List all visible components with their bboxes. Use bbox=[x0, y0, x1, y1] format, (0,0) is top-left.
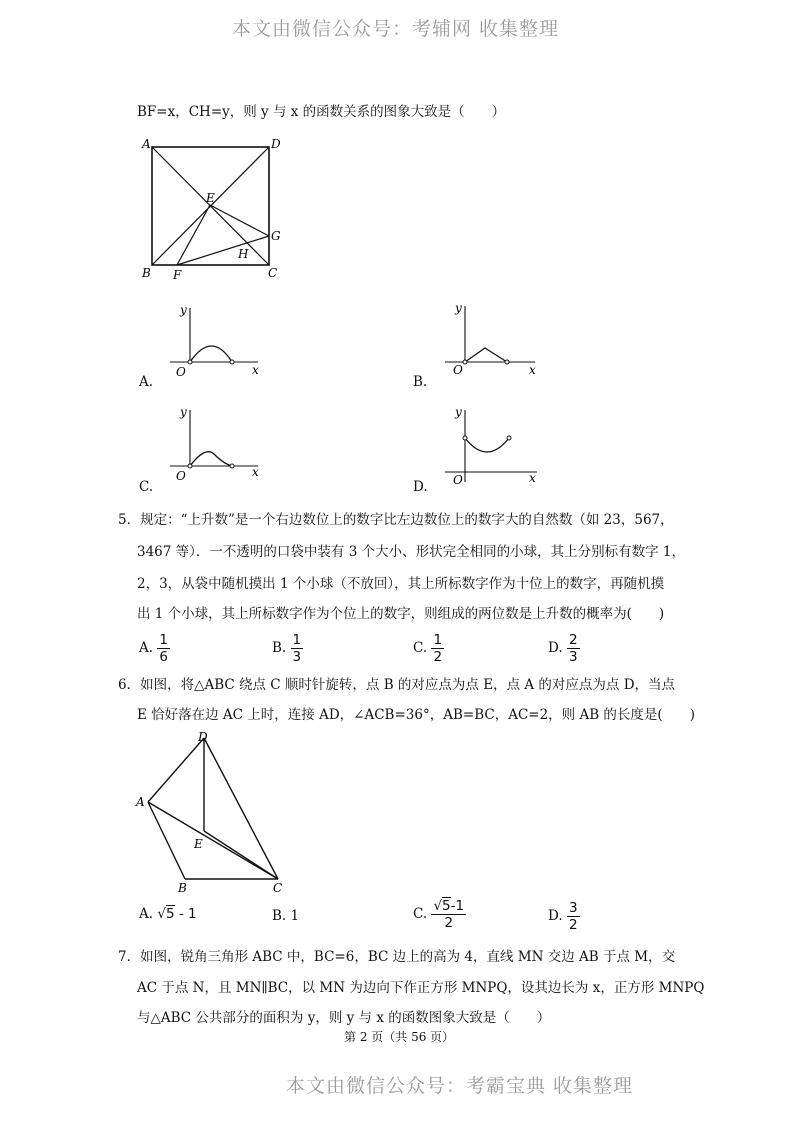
q4-option-c-graph bbox=[170, 402, 270, 484]
svg-text:A: A bbox=[136, 795, 145, 809]
q4-option-d-graph bbox=[445, 402, 545, 486]
q7-line-1: 7．如图，锐角三角形 ABC 中，BC=6，BC 边上的高为 4，直线 MN 交边 AB 于点 M，交 bbox=[118, 949, 676, 965]
label-d: D bbox=[271, 137, 281, 151]
q4-option-c-label: C. bbox=[139, 479, 154, 495]
fraction: $\frac{√5-1}{2}$ bbox=[433, 898, 465, 931]
svg-text:B: B bbox=[178, 881, 187, 895]
svg-text:x: x bbox=[252, 465, 259, 479]
label-b: B bbox=[142, 266, 151, 280]
q6-option-c: C. $\frac{√5-1}{2}$ bbox=[413, 898, 465, 931]
q4-option-b-graph bbox=[445, 298, 545, 380]
label-a: A bbox=[142, 137, 151, 151]
q6-option-d: D. $\frac{3}{2}$ bbox=[548, 900, 578, 933]
svg-text:O: O bbox=[453, 473, 463, 486]
segment-ec bbox=[204, 831, 278, 879]
svg-text:y: y bbox=[180, 303, 187, 317]
q7-line-3: 与△ABC 公共部分的面积为 y，则 y 与 x 的函数图象大致是（ ） bbox=[137, 1010, 551, 1026]
q4-square-figure bbox=[140, 136, 290, 286]
q4-question-tail: BF=x，CH=y，则 y 与 x 的函数关系的图象大致是（ ） bbox=[137, 104, 506, 120]
segment-da bbox=[148, 738, 204, 802]
q6-line-1: 6．如图，将△ABC 绕点 C 顺时针旋转，点 B 的对应点为点 E，点 A 的对应点为点 D，当点 bbox=[118, 677, 676, 693]
svg-text:E: E bbox=[194, 837, 203, 851]
q5-line-1: 5．规定：“上升数”是一个右边数位上的数字比左边数位上的数字大的自然数（如 23，567， bbox=[118, 512, 674, 528]
svg-text:x: x bbox=[252, 363, 259, 377]
fraction: $\frac{1}{3}$ bbox=[292, 632, 302, 665]
svg-text:y: y bbox=[180, 405, 187, 419]
svg-text:O: O bbox=[176, 365, 186, 379]
fraction: $\frac{3}{2}$ bbox=[568, 900, 578, 933]
segment-eg bbox=[210, 205, 269, 236]
watermark-bottom: 本文由微信公众号：考霸宝典 收集整理 bbox=[286, 1075, 634, 1097]
q6-option-b: B. 1 bbox=[272, 908, 300, 924]
q5-line-2: 3467 等）．一不透明的口袋中装有 3 个大小、形状完全相同的小球，其上分别标有数字 1， bbox=[137, 544, 685, 560]
q6-line-2: E 恰好落在边 AC 上时，连接 AD，∠ACB=36°，AB=BC，AC=2，则 AB 的长度是( ) bbox=[137, 707, 695, 723]
fraction: $\frac{2}{3}$ bbox=[568, 632, 578, 665]
label-h: H bbox=[238, 247, 249, 261]
svg-text:D: D bbox=[198, 730, 208, 744]
fraction: $\frac{1}{6}$ bbox=[159, 632, 168, 665]
q5-line-3: 2，3，从袋中随机摸出 1 个小球（不放回），其上所标数字作为十位上的数字，再随机摸 bbox=[137, 576, 665, 592]
label-e: E bbox=[206, 191, 215, 205]
svg-text:y: y bbox=[455, 301, 462, 315]
q4-option-d-label: D. bbox=[413, 479, 428, 495]
q5-line-4: 出 1 个小球，其上所标数字作为个位上的数字，则组成的两位数是上升数的概率为( ) bbox=[137, 606, 665, 622]
svg-text:x: x bbox=[529, 471, 536, 485]
q7-line-2: AC 于点 N，且 MN∥BC，以 MN 为边向下作正方形 MNPQ，设其边长为 x，正方形 MNPQ bbox=[137, 980, 705, 996]
svg-text:x: x bbox=[529, 363, 536, 377]
q6-option-a: A. √5 - 1 bbox=[139, 906, 197, 922]
svg-text:O: O bbox=[176, 469, 186, 483]
fraction: $\frac{1}{2}$ bbox=[433, 632, 443, 665]
svg-text:O: O bbox=[453, 363, 463, 377]
page-footer: 第 2 页（共 56 页） bbox=[344, 1030, 455, 1044]
label-g: G bbox=[271, 229, 281, 243]
q5-option-c: C. $\frac{1}{2}$ bbox=[413, 632, 443, 665]
q5-option-a: A. $\frac{1}{6}$ bbox=[139, 632, 168, 665]
label-c: C bbox=[268, 266, 278, 280]
q5-option-d: D. $\frac{2}{3}$ bbox=[548, 632, 578, 665]
q6-triangle-figure bbox=[130, 726, 300, 896]
q4-option-b-label: B. bbox=[413, 374, 428, 390]
q5-option-b: B. $\frac{1}{3}$ bbox=[272, 632, 302, 665]
label-f: F bbox=[173, 268, 182, 282]
q4-option-a-graph bbox=[170, 300, 270, 382]
svg-text:y: y bbox=[455, 405, 462, 419]
q4-option-a-label: A. bbox=[139, 374, 154, 390]
svg-text:C: C bbox=[273, 881, 283, 895]
watermark-top: 本文由微信公众号：考辅网 收集整理 bbox=[232, 18, 560, 40]
